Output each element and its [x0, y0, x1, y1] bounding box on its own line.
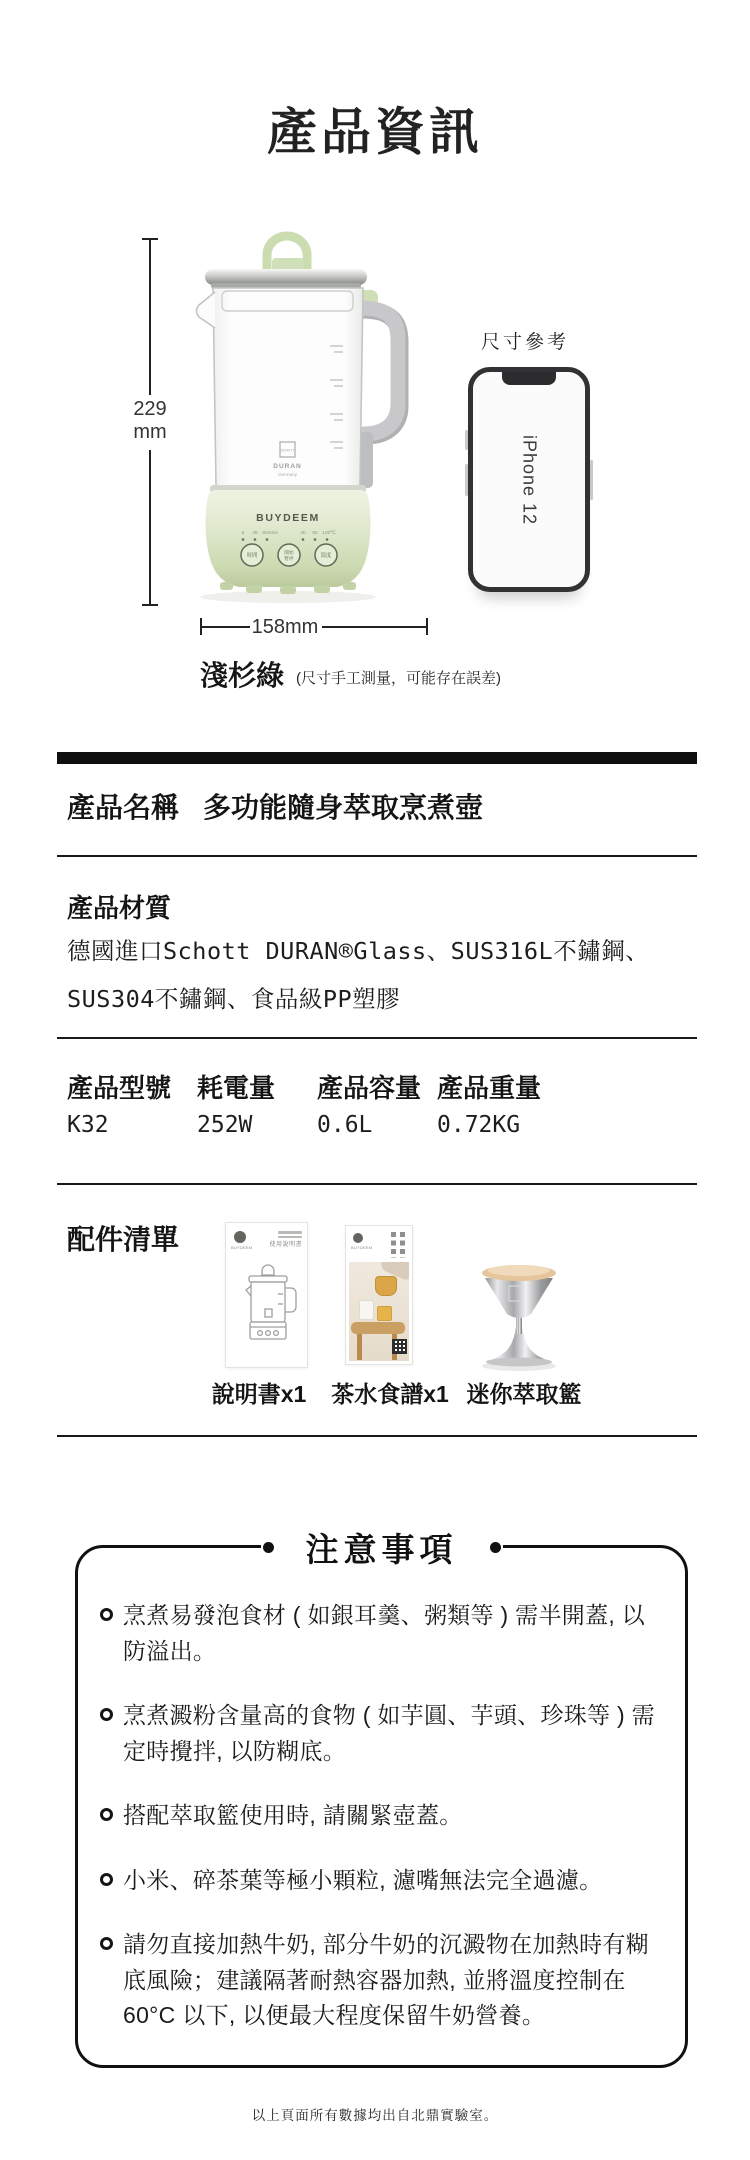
width-dim-label: 158mm: [251, 616, 319, 638]
width-dim-right-cap: [426, 618, 428, 635]
notice-item-text: 小米、碎茶葉等極小顆粒, 濾嘴無法完全過濾。: [123, 1866, 603, 1893]
height-dim-bottom-cap: [142, 604, 158, 606]
basket-image: [475, 1256, 563, 1372]
duran-logo-text: DURAN: [273, 463, 302, 470]
manual-title-text: 使用說明書: [269, 1242, 302, 1248]
notice-header: [261, 1524, 503, 1571]
section-bar: [57, 752, 697, 764]
divider-1: [57, 855, 697, 857]
kettle-base: [206, 490, 371, 587]
notice-title: 注意事項: [305, 1531, 458, 1568]
spec-capacity-label: 產品容量: [317, 1073, 422, 1103]
start-label: 開始: [284, 550, 294, 555]
height-dim-unit: mm: [133, 421, 167, 443]
notice-item-text: 烹煮易發泡食材 ( 如銀耳羹、粥類等 ) 需半開蓋, 以防溢出。: [123, 1602, 646, 1664]
lid: [205, 269, 367, 285]
iphone-reference: [468, 367, 590, 592]
basket-foot-rim: [486, 1358, 552, 1367]
scale-45: 45: [252, 531, 258, 536]
basket-wood-lid-top: [488, 1265, 550, 1276]
spec-weight-value: 0.72KG: [437, 1112, 521, 1138]
notice-left-dot-icon: [263, 1542, 274, 1553]
accessory-name-recipe: 茶水食譜x1: [331, 1381, 449, 1407]
scale-40: 40: [300, 531, 306, 536]
notice-item: [100, 1798, 657, 1834]
notice-item-text: 請勿直接加熱牛奶, 部分牛奶的沉澱物在加熱時有糊底風險；建議隔著耐熱容器加熱, 並將溫度控制在 60°C 以下, 以便最大程度保留牛奶營養。: [123, 1931, 649, 2028]
notice-box: [75, 1531, 688, 2068]
kettle-brand-text: BUYDEEM: [256, 512, 320, 524]
product-name-label: 產品名稱: [67, 792, 180, 823]
spout: [197, 292, 216, 328]
notice-item-text: 烹煮澱粉含量高的食物 ( 如芋圓、芋頭、珍珠等 ) 需定時攪拌, 以防糊底。: [123, 1702, 655, 1764]
data-source-footer: 以上頁面所有數據均出自北鼎實驗室。: [251, 2108, 499, 2123]
accessory-name-manual: 說明書x1: [211, 1381, 307, 1407]
notice-list: [100, 1598, 657, 2063]
height-dim-line-lower: [149, 450, 151, 604]
height-dim-line-upper: [149, 240, 151, 395]
phone-model-label: iPhone 12: [519, 434, 540, 525]
manual-card-image: [225, 1222, 308, 1368]
material-label: 產品材質: [67, 893, 172, 923]
scale-100c: 100℃: [322, 531, 336, 536]
spec-model-label: 產品型號: [67, 1073, 172, 1103]
divider-2: [57, 1037, 697, 1039]
recipe-vertical-text: [391, 1232, 396, 1258]
panel-buttons: [241, 544, 337, 566]
bullet-ring-icon: [100, 1608, 113, 1621]
notice-item: [100, 1698, 657, 1769]
kettle-product-image: [180, 228, 410, 608]
notice-item: [100, 1863, 657, 1899]
recipe-vertical-text: [400, 1232, 405, 1258]
spec-weight-label: 產品重量: [437, 1073, 542, 1103]
manual-kettle-drawing: [238, 1261, 298, 1361]
size-ref-label: 尺寸參考: [480, 332, 569, 353]
page-title: 產品資訊: [267, 104, 483, 160]
recipe-brand-logo-icon: [353, 1233, 363, 1243]
accessory-name-basket: 迷你萃取籃: [466, 1381, 582, 1407]
scale-80: 80: [312, 531, 318, 536]
height-dim-value: 229: [133, 398, 167, 420]
width-dimension: [200, 616, 430, 644]
phone-mute-switch: [465, 430, 468, 450]
material-line-1: 德國進口Schott DURAN®Glass、SUS316L不鏽鋼、: [67, 937, 650, 965]
phone-volume-button: [465, 464, 468, 496]
notice-right-dot-icon: [490, 1542, 501, 1553]
photo-stool-leg: [357, 1334, 362, 1360]
schott-logo-text: SCHOTT: [280, 448, 295, 453]
bullet-ring-icon: [100, 1808, 113, 1821]
spec-model-value: K32: [67, 1112, 109, 1138]
manual-text-line: [278, 1236, 302, 1239]
kettle-handle: [361, 308, 398, 434]
glass-body: [213, 288, 363, 490]
phone-notch: [502, 372, 556, 385]
width-dim-line-left: [202, 626, 250, 628]
bullet-ring-icon: [100, 1873, 113, 1886]
notice-item: [100, 1598, 657, 1669]
manual-brand-text: BUYDEEM: [231, 1245, 253, 1250]
bullet-ring-icon: [100, 1708, 113, 1721]
recipe-card-image: [345, 1225, 413, 1365]
manual-text-line: [278, 1231, 302, 1234]
divider-3: [57, 1183, 697, 1185]
spec-power-value: 252W: [197, 1112, 253, 1138]
photo-tea-cup: [377, 1306, 392, 1321]
height-dim-label: [118, 398, 182, 444]
width-dim-line-right: [322, 626, 426, 628]
material-line-2: SUS304不鏽鋼、食品級PP塑膠: [67, 985, 401, 1013]
color-name: 淺杉綠: [200, 660, 285, 691]
notice-item: [100, 1927, 657, 2034]
spec-capacity-value: 0.6L: [317, 1112, 373, 1138]
color-measure-note: (尺寸手工測量，可能存在誤差): [296, 670, 501, 687]
photo-pouring-kettle: [375, 1276, 397, 1296]
bullet-ring-icon: [100, 1937, 113, 1950]
notice-item-text: 搭配萃取籃使用時, 請關緊壺蓋。: [123, 1802, 463, 1828]
spec-power-label: 耗電量: [197, 1073, 276, 1103]
scale-90mins: 90mins: [262, 531, 278, 536]
photo-white-pot: [359, 1300, 374, 1320]
divider-4: [57, 1435, 697, 1437]
manual-brand-logo-icon: [234, 1231, 246, 1243]
duran-origin-text: Germany: [278, 472, 297, 477]
photo-stool-top: [351, 1322, 405, 1334]
accessories-label: 配件清單: [67, 1224, 180, 1255]
scale-5: 5: [241, 531, 245, 536]
recipe-cover-photo: [349, 1262, 409, 1361]
recipe-brand-text: BUYDEEM: [351, 1245, 373, 1250]
temp-button-label: 溫度: [320, 553, 332, 560]
time-button-label: 時間: [246, 553, 258, 560]
product-name-value: 多功能隨身萃取烹煮壺: [203, 792, 484, 823]
basket-cup: [485, 1278, 553, 1318]
pause-label: 暫停: [284, 555, 294, 561]
photo-qr-code: [392, 1339, 407, 1354]
phone-power-button: [590, 460, 593, 500]
